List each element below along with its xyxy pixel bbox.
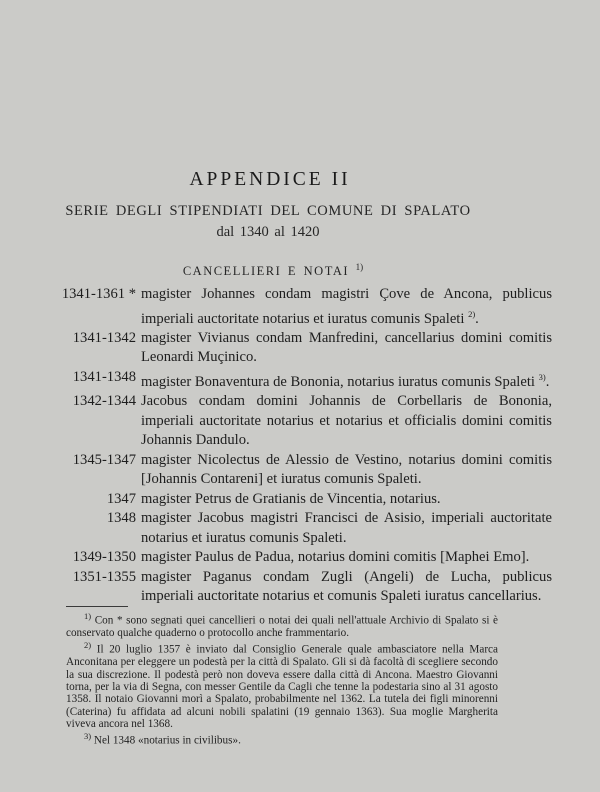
date-range: dal 1340 al 1420 [216,224,320,240]
entry-text-content: magister Johannes condam magistri Çove de Ancona, publicus imperiali auctoritate notarius et iuratus comunis Spaleti [141,286,552,327]
entry-text [141,509,552,548]
appendix-title: APPENDICE II [189,169,351,190]
section-footnote-ref: 1) [355,262,364,272]
entry-text [141,490,552,510]
section-title: CANCELLIERI E NOTAI [182,264,350,279]
entry-text [141,392,552,451]
entry-text-content: magister Paulus de Padua, notarius domini comitis [Maphei Emo]. [141,549,530,566]
footnote-mark: 3) [84,731,92,742]
entry-years: 1345-1347 [72,451,136,468]
entry-text-content: Jacobus condam domini Johannis de Corbellaris de Bononia, imperiali auctoritate notarius et notarius et officialis domini comitis Johannis Dandulo. [141,393,552,449]
entry-text-end: . [545,373,550,390]
entry-text [141,285,552,329]
footnote-text: Il 20 luglio 1357 è inviato dal Consiglio Generale quale ambasciatore nella Marca Anconitana per eleggere un podestà per la città di Spalato. Gli si dà facoltà di scegliere secondo la sua discrezione. Il podestà però non doveva essere dalla città di Ancona. Maestro Giovanni torna, per la via di Segna, con messer Gentile da Cagli che tenne la podestaria sino al 31 agosto 1358. Il notaio Giovanni morì a Spalato, probabilmente nel 1362. La tutela dei figli minorenni (Caterina) fu affidata ad alcuni nobili spalatini (19 gennaio 1363). Sua moglie Margherita viveva ancora nel 1368. [66,644,498,730]
footnote-mark: 2) [84,640,92,651]
footnotes [66,610,498,747]
footnote-mark: 1) [84,611,92,621]
entry-text [141,451,552,490]
entry-footnote-ref: 3) [538,371,546,382]
entry-row [52,568,552,607]
footnote [66,730,498,747]
entry-text [141,548,552,568]
entry-text-content: magister Nicolectus de Alessio de Vestino, notarius domini comitis [Johannis Contareni] et iuratus comunis Spaleti. [141,451,552,488]
appendix-subtitle: SERIE DEGLI STIPENDIATI DEL COMUNE DI SPALATO [65,203,471,219]
entry-text-content: magister Bonaventura de Bononia, notarius iuratus comunis Spaleti [141,373,535,390]
footnote-divider [66,606,128,607]
entry-text [141,329,552,368]
section-heading [0,262,546,279]
footnote-text: Con * sono segnati quei cancellieri o notai dei quali nell'attuale Archivio di Spalato si è conservato qualche quaderno o protocollo anche frammentario. [66,614,499,640]
entry-row [52,451,552,490]
entry-years: 1341-1342 [72,329,136,346]
entry-row [52,490,552,510]
entry-years: 1351-1355 [72,568,136,585]
entry-years: 1348 [106,510,136,527]
entry-list [52,285,552,607]
entry-row [52,509,552,548]
entry-text-content: magister Vivianus condam Manfredini, cancellarius domini comitis Leonardi Muçinico. [141,329,552,366]
entry-years: 1349-1350 [72,549,136,566]
entry-footnote-ref: 2) [468,308,476,319]
entry-text [141,368,552,392]
entry-text-content: magister Paganus condam Zugli (Angeli) de Lucha, publicus imperiali auctoritate notarius et comunis Spaleti iuratus cancellarius. [141,568,552,605]
entry-years: 1347 [106,490,136,507]
footnote-text: Nel 1348 «notarius in civilibus». [93,734,241,747]
entry-row [52,548,552,568]
footnote [66,639,498,730]
entry-years: 1341-1361 * [61,286,136,302]
entry-years: 1342-1344 [72,393,136,410]
entry-row [52,329,552,368]
entry-text-content: magister Jacobus magistri Francisci de Asisio, imperiali auctoritate notarius et iuratus comunis Spaleti. [141,510,552,546]
entry-row [52,392,552,451]
entry-text [141,568,552,607]
entry-text-content: magister Petrus de Gratianis de Vincentia, notarius. [141,490,441,507]
entry-text-end: . [475,310,479,327]
entry-row [52,368,552,392]
entry-row [52,285,552,329]
entry-years: 1341-1348 [72,368,136,385]
footnote [66,610,498,639]
